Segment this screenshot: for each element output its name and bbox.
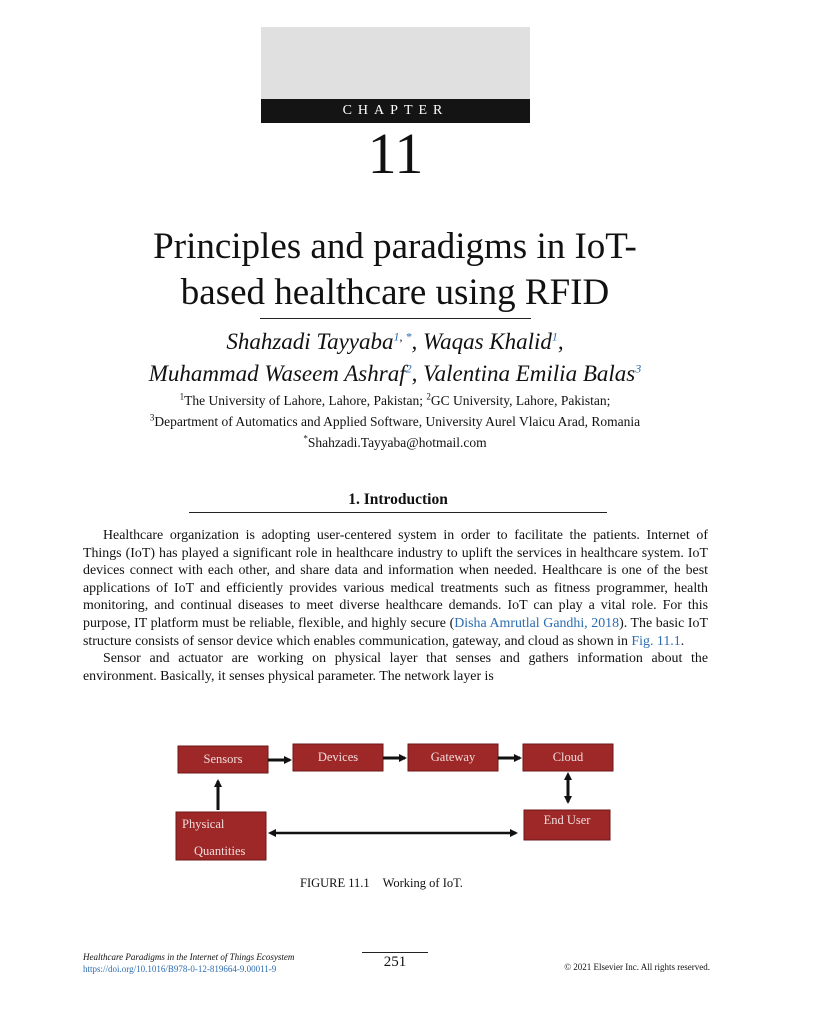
author-line-2: Muhammad Waseem Ashraf$^2$, Valentina Emilia Balas$^3$	[148, 361, 642, 386]
copyright: © 2021 Elsevier Inc. All rights reserved.	[564, 962, 710, 972]
devices-label: Devices	[317, 750, 359, 764]
end-user-label: End User	[543, 813, 591, 827]
body-text	[83, 527, 708, 685]
affiliation-line-2: $^3$Department of Automatics and Applied Software, University Aurel Vlaicu Arad, Romania	[149, 412, 641, 429]
cloud-label: Cloud	[552, 750, 584, 764]
author-line-1: Shahzadi Tayyaba$^{1, *}$, Waqas Khalid$^1$,	[226, 329, 564, 354]
iot-diagram	[170, 740, 620, 870]
title-divider	[260, 318, 531, 319]
paragraph: Healthcare organization is adopting user-centered system in order to facilitate the patients. Internet of Things (IoT) has played a significant role in healthcare industry to uplift the services in healthcare system. IoT devices connect with each other, and share data and information when needed. Healthcare is one of the best applications of IoT and efficiently provides various medical treatments such as fitness programmer, health monitoring, and continual diseases to meet diverse healthcare demands. IoT can play a vital role. For this purpose, IT platform must be reliable, flexible, and highly secure (Disha Amrutlal Gandhi, 2018). The basic IoT structure consists of sensor device which enables communication, gateway, and cloud as shown in Fig. 11.1.	[83, 528, 708, 649]
affiliations	[30, 390, 760, 453]
figure-ref-link[interactable]: Fig. 11.1	[631, 633, 681, 649]
title-line-2: based healthcare using RFID	[180, 272, 610, 313]
author-affil-link[interactable]: 1	[393, 329, 400, 344]
sensors-label: Sensors	[203, 752, 243, 766]
chapter-label: CHAPTER	[261, 99, 530, 123]
citation-link[interactable]: Disha Amrutlal Gandhi, 2018	[454, 615, 620, 631]
figure-label: FIGURE 11.1	[300, 876, 370, 890]
footer-divider	[362, 952, 428, 953]
figure-caption	[300, 876, 550, 891]
affiliation-line-1: $^1$The University of Lahore, Lahore, Pakistan; $^2$GC University, Lahore, Pakistan;	[179, 391, 611, 408]
author-affil-link[interactable]: 1	[551, 329, 558, 344]
author-name: Valentina Emilia Balas	[423, 361, 636, 386]
chapter-title	[80, 224, 710, 316]
author-email: *Shahzadi.Tayyaba@hotmail.com	[303, 433, 487, 450]
doi-link[interactable]: https://doi.org/10.1016/B978-0-12-819664-9.00011-9	[83, 964, 277, 974]
physical-label: Physical	[182, 817, 225, 831]
section-heading: 1. Introduction	[348, 491, 448, 508]
section-divider	[189, 512, 607, 513]
chapter-number: 11	[367, 121, 424, 186]
figure-caption-text: Working of IoT.	[382, 876, 463, 890]
author-name: Waqas Khalid	[423, 329, 552, 354]
title-line-1: Principles and paradigms in IoT-	[153, 226, 637, 267]
author-affil-link[interactable]: 2	[405, 361, 412, 376]
author-list	[80, 326, 710, 390]
quantities-label: Quantities	[194, 844, 246, 858]
author-name: Muhammad Waseem Ashraf	[148, 361, 406, 386]
paragraph: Sensor and actuator are working on physical layer that senses and gathers information about the environment. Basically, it senses physical parameter. The network layer is	[83, 651, 708, 684]
author-affil-link[interactable]: 3	[635, 361, 642, 376]
gateway-label: Gateway	[430, 750, 476, 764]
book-title: Healthcare Paradigms in the Internet of Things Ecosystem	[83, 952, 295, 962]
page-number: 251	[383, 954, 407, 970]
author-name: Shahzadi Tayyaba	[226, 329, 394, 354]
corresponding-author-link[interactable]: *	[405, 329, 412, 344]
footer-source	[83, 951, 294, 975]
